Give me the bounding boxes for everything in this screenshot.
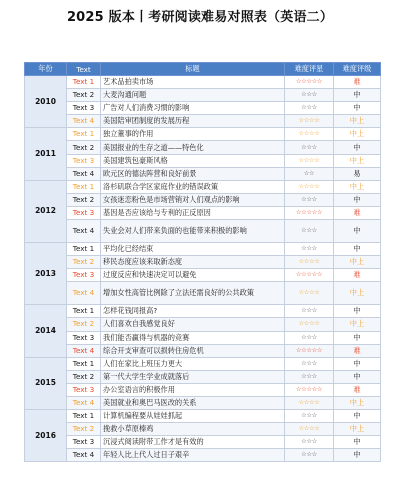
level-cell: 中 [334, 449, 381, 462]
table-row [25, 396, 381, 409]
level-cell: 中上 [334, 318, 381, 331]
level-cell: 中上 [334, 282, 381, 305]
page-title: 2025 版本丨考研阅读难易对照表（英语二） [66, 10, 334, 25]
stars-cell: ☆☆☆☆ [285, 256, 334, 269]
title-cell: 平均化已经结束 [101, 243, 285, 256]
title-cell: 第一代大学生学业成就落后 [101, 370, 285, 383]
title-cell: 美国就业和奥巴马医改的关系 [101, 396, 285, 409]
table-row [25, 305, 381, 318]
header-year: 年份 [25, 63, 67, 76]
text-cell: Text 1 [67, 180, 101, 193]
text-cell: Text 2 [67, 89, 101, 102]
table-row [25, 243, 381, 256]
text-cell: Text 4 [67, 449, 101, 462]
text-cell: Text 4 [67, 282, 101, 305]
level-cell: 中 [334, 410, 381, 423]
text-cell: Text 3 [67, 269, 101, 282]
level-cell: 难 [334, 76, 381, 89]
title-cell: 艺术品拍卖市场 [101, 76, 285, 89]
table-row [25, 410, 381, 423]
stars-cell: ☆☆☆ [285, 357, 334, 370]
text-cell: Text 2 [67, 423, 101, 436]
stars-cell: ☆☆☆☆ [285, 154, 334, 167]
header-text: Text [67, 63, 101, 76]
table-row [25, 102, 381, 115]
stars-cell: ☆☆☆☆ [285, 396, 334, 409]
stars-cell: ☆☆☆☆ [285, 423, 334, 436]
level-cell: 中 [334, 89, 381, 102]
header-stars: 难度评星 [285, 63, 334, 76]
text-cell: Text 4 [67, 115, 101, 128]
table-row [25, 256, 381, 269]
table-row [25, 449, 381, 462]
title-cell: 失业会对人们带来负面的也能带来积极的影响 [101, 220, 285, 243]
level-cell: 中 [334, 220, 381, 243]
title-cell: 人们在家比上班压力更大 [101, 357, 285, 370]
year-cell: 2011 [25, 128, 67, 180]
table-body [25, 76, 381, 462]
table-row [25, 193, 381, 206]
table-row [25, 115, 381, 128]
level-cell: 中 [334, 193, 381, 206]
title-cell: 综合开支审查可以损转住房危机 [101, 344, 285, 357]
stars-cell: ☆☆☆ [285, 141, 334, 154]
year-cell: 2010 [25, 76, 67, 128]
stars-cell: ☆☆☆ [285, 102, 334, 115]
text-cell: Text 4 [67, 220, 101, 243]
level-cell: 中 [334, 102, 381, 115]
title-cell: 美国报业的生存之道——特色化 [101, 141, 285, 154]
text-cell: Text 1 [67, 128, 101, 141]
stars-cell: ☆☆☆ [285, 370, 334, 383]
level-cell: 难 [334, 269, 381, 282]
stars-cell: ☆☆☆☆☆ [285, 76, 334, 89]
title-cell: 沉浸式阅读附带工作才是有效的 [101, 436, 285, 449]
level-cell: 中 [334, 331, 381, 344]
table-row [25, 383, 381, 396]
level-cell: 难 [334, 344, 381, 357]
title-cell: 独立董事的作用 [101, 128, 285, 141]
level-cell: 中上 [334, 128, 381, 141]
stars-cell: ☆☆☆☆ [285, 115, 334, 128]
level-cell: 易 [334, 167, 381, 180]
text-cell: Text 2 [67, 193, 101, 206]
text-cell: Text 3 [67, 154, 101, 167]
table-row [25, 282, 381, 305]
level-cell: 中上 [334, 256, 381, 269]
level-cell: 中 [334, 243, 381, 256]
level-cell: 难 [334, 206, 381, 219]
header-title: 标题 [101, 63, 285, 76]
level-cell: 中 [334, 357, 381, 370]
title-cell: 洛杉矶联合学区家庭作业的错误政策 [101, 180, 285, 193]
text-cell: Text 1 [67, 410, 101, 423]
stars-cell: ☆☆☆ [285, 410, 334, 423]
stars-cell: ☆☆☆☆ [285, 282, 334, 305]
stars-cell: ☆☆☆ [285, 89, 334, 102]
table-row [25, 180, 381, 193]
title-cell: 广告对人们消费习惯的影响 [101, 102, 285, 115]
table-row [25, 436, 381, 449]
title-cell: 办公室语言的积极作用 [101, 383, 285, 396]
title-cell: 美国陪审团制度的发展历程 [101, 115, 285, 128]
text-cell: Text 1 [67, 76, 101, 89]
level-cell: 中 [334, 141, 381, 154]
stars-cell: ☆☆☆☆☆ [285, 383, 334, 396]
stars-cell: ☆☆☆ [285, 449, 334, 462]
text-cell: Text 3 [67, 102, 101, 115]
text-cell: Text 4 [67, 167, 101, 180]
stars-cell: ☆☆☆☆ [285, 318, 334, 331]
text-cell: Text 1 [67, 305, 101, 318]
year-cell: 2016 [25, 410, 67, 462]
title-cell: 人们喜欢自我感觉良好 [101, 318, 285, 331]
title-cell: 基因是否应该给与专利的正反原因 [101, 206, 285, 219]
text-cell: Text 3 [67, 206, 101, 219]
text-cell: Text 3 [67, 436, 101, 449]
text-cell: Text 3 [67, 383, 101, 396]
table-row [25, 220, 381, 243]
title-cell: 过度反应和快速决定可以避免 [101, 269, 285, 282]
level-cell: 中 [334, 305, 381, 318]
stars-cell: ☆☆☆ [285, 436, 334, 449]
level-cell: 中上 [334, 154, 381, 167]
text-cell: Text 4 [67, 344, 101, 357]
table-row [25, 76, 381, 89]
stars-cell: ☆☆☆☆☆ [285, 269, 334, 282]
title-cell: 美国建筑包豪斯风格 [101, 154, 285, 167]
stars-cell: ☆☆☆ [285, 243, 334, 256]
text-cell: Text 2 [67, 141, 101, 154]
table-row [25, 206, 381, 219]
table-row [25, 269, 381, 282]
stars-cell: ☆☆ [285, 167, 334, 180]
stars-cell: ☆☆☆ [285, 305, 334, 318]
table-row [25, 154, 381, 167]
difficulty-table-container [24, 62, 380, 462]
level-cell: 中上 [334, 396, 381, 409]
title-cell: 计算机编程要从娃娃抓起 [101, 410, 285, 423]
table-header-row [25, 63, 381, 76]
table-row [25, 318, 381, 331]
title-cell: 移民态度应该来取新态度 [101, 256, 285, 269]
title-cell: 增加女性高管比例除了立法还需良好的公共政策 [101, 282, 285, 305]
text-cell: Text 2 [67, 318, 101, 331]
table-row [25, 344, 381, 357]
header-level: 难度评级 [334, 63, 381, 76]
text-cell: Text 1 [67, 243, 101, 256]
stars-cell: ☆☆☆ [285, 220, 334, 243]
difficulty-table [24, 62, 381, 462]
title-cell: 女孩迷恋粉色是市场营销对人们观点的影响 [101, 193, 285, 206]
level-cell: 中 [334, 370, 381, 383]
text-cell: Text 4 [67, 396, 101, 409]
level-cell: 中 [334, 436, 381, 449]
stars-cell: ☆☆☆ [285, 193, 334, 206]
year-cell: 2015 [25, 357, 67, 409]
year-cell: 2014 [25, 305, 67, 357]
table-row [25, 423, 381, 436]
stars-cell: ☆☆☆☆ [285, 128, 334, 141]
table-row [25, 128, 381, 141]
level-cell: 中上 [334, 115, 381, 128]
table-row [25, 141, 381, 154]
text-cell: Text 1 [67, 357, 101, 370]
table-row [25, 357, 381, 370]
title-cell: 大麦沟通问题 [101, 89, 285, 102]
title-cell: 欧元区的德法阵营和良好前景 [101, 167, 285, 180]
level-cell: 中上 [334, 423, 381, 436]
text-cell: Text 2 [67, 256, 101, 269]
level-cell: 难 [334, 383, 381, 396]
year-cell: 2013 [25, 243, 67, 305]
table-row [25, 331, 381, 344]
stars-cell: ☆☆☆☆ [285, 180, 334, 193]
text-cell: Text 3 [67, 331, 101, 344]
level-cell: 中上 [334, 180, 381, 193]
text-cell: Text 2 [67, 370, 101, 383]
stars-cell: ☆☆☆☆☆ [285, 344, 334, 357]
title-cell: 挽救小草原榛鸡 [101, 423, 285, 436]
year-cell: 2012 [25, 180, 67, 242]
title-cell: 怎样花钱同报高? [101, 305, 285, 318]
title-cell: 我们能否赢得与机器的竞赛 [101, 331, 285, 344]
stars-cell: ☆☆☆☆☆ [285, 206, 334, 219]
stars-cell: ☆☆☆ [285, 331, 334, 344]
table-row [25, 167, 381, 180]
title-cell: 年轻人比上代人过日子艰辛 [101, 449, 285, 462]
table-row [25, 89, 381, 102]
table-row [25, 370, 381, 383]
